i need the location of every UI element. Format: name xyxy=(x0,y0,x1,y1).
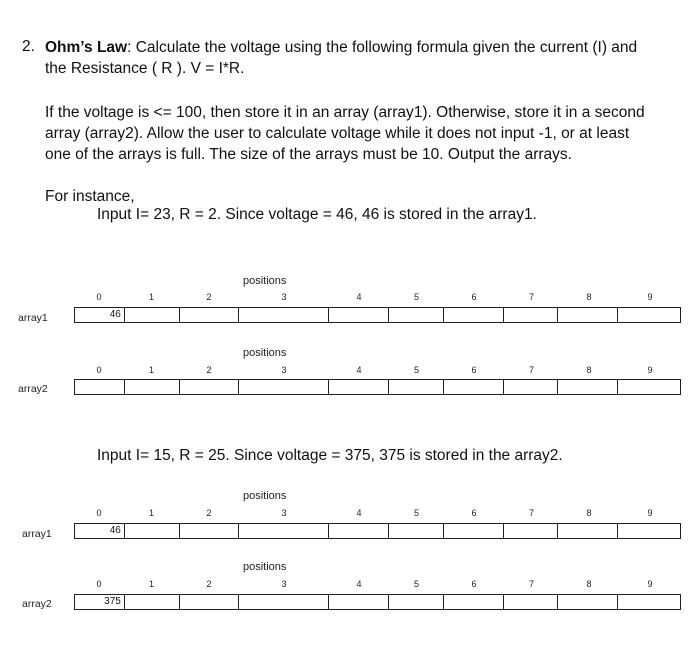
array-cell xyxy=(504,308,559,322)
array-cell xyxy=(125,595,180,609)
array-cell xyxy=(329,595,389,609)
position-index: 4 xyxy=(356,365,362,375)
position-index: 3 xyxy=(281,508,287,518)
array-cell xyxy=(75,524,125,538)
array-cell xyxy=(239,380,329,394)
position-index: 6 xyxy=(471,292,477,302)
for-instance-label: For instance, xyxy=(45,188,135,205)
array-cell xyxy=(329,380,389,394)
position-index: 1 xyxy=(148,292,155,302)
positions-label: positions xyxy=(243,490,287,502)
array1-label: array1 xyxy=(18,312,48,324)
array-figure-2 xyxy=(0,485,700,615)
array2-label: array2 xyxy=(22,598,52,610)
array-cell xyxy=(618,595,680,609)
array-cell xyxy=(239,595,329,609)
array-cell xyxy=(180,595,240,609)
position-index: 8 xyxy=(586,365,592,375)
question-intro-line1 xyxy=(45,38,637,58)
paragraph-line-3: one of the arrays is full. The size of the arrays must be 10. Output the arrays. xyxy=(45,146,572,163)
position-index: 0 xyxy=(96,365,102,375)
array-cell xyxy=(75,308,125,322)
array-cell xyxy=(444,380,504,394)
array-cell xyxy=(444,308,504,322)
array-cell xyxy=(558,595,618,609)
positions-label: positions xyxy=(243,275,287,287)
position-index: 7 xyxy=(528,365,535,375)
array-cell xyxy=(618,524,680,538)
position-index: 3 xyxy=(281,292,287,302)
position-index: 2 xyxy=(206,508,212,518)
example-1-text: Input I= 23, R = 2. Since voltage = 46, 46 is stored in the array1. xyxy=(97,206,537,223)
position-index: 0 xyxy=(96,292,102,302)
cell-value: 46 xyxy=(109,309,121,320)
position-index: 5 xyxy=(413,579,420,589)
position-index: 1 xyxy=(148,508,155,518)
position-index: 7 xyxy=(528,292,535,302)
position-index: 1 xyxy=(148,579,155,589)
array1-label: array1 xyxy=(22,528,52,540)
array-cell xyxy=(329,524,389,538)
position-index: 2 xyxy=(206,365,212,375)
position-index: 3 xyxy=(281,579,287,589)
array-cell xyxy=(125,380,180,394)
array2-cells xyxy=(74,594,681,610)
array-cell xyxy=(618,380,680,394)
position-index: 4 xyxy=(356,579,362,589)
array-cell xyxy=(389,595,444,609)
array-cell xyxy=(444,524,504,538)
array-cell xyxy=(239,524,329,538)
position-index: 3 xyxy=(281,365,287,375)
question-intro-rest: : Calculate the voltage using the following formula given the current (I) and xyxy=(127,39,638,56)
array-cell xyxy=(618,308,680,322)
positions-label: positions xyxy=(243,347,287,359)
position-index: 6 xyxy=(471,579,477,589)
array1-cells xyxy=(74,523,681,539)
position-index: 8 xyxy=(586,579,592,589)
position-index: 7 xyxy=(528,579,535,589)
position-index: 5 xyxy=(413,508,420,518)
array-cell xyxy=(329,308,389,322)
array-cell xyxy=(125,308,180,322)
array-cell xyxy=(239,308,329,322)
array-cell xyxy=(444,595,504,609)
example-2-text: Input I= 15, R = 25. Since voltage = 375, 375 is stored in the array2. xyxy=(97,447,563,464)
array-cell xyxy=(504,380,559,394)
position-index: 9 xyxy=(647,292,653,302)
position-index: 0 xyxy=(96,508,102,518)
position-index: 9 xyxy=(647,365,653,375)
array-cell xyxy=(180,380,240,394)
cell-value: 375 xyxy=(104,596,121,607)
array-cell xyxy=(180,524,240,538)
position-index: 6 xyxy=(471,365,477,375)
position-index: 1 xyxy=(148,365,155,375)
array-figure-1 xyxy=(0,270,700,400)
array-cell xyxy=(558,524,618,538)
array1-cells xyxy=(74,307,681,323)
array2-label: array2 xyxy=(18,383,48,395)
position-index: 5 xyxy=(413,292,420,302)
position-index: 9 xyxy=(647,579,653,589)
array-cell xyxy=(125,524,180,538)
array2-cells xyxy=(74,379,681,395)
array-cell xyxy=(558,308,618,322)
array-cell xyxy=(504,524,559,538)
array-cell xyxy=(180,308,240,322)
positions-label: positions xyxy=(243,561,287,573)
position-index: 8 xyxy=(586,508,592,518)
position-index: 4 xyxy=(356,508,362,518)
array-cell xyxy=(504,595,559,609)
position-index: 9 xyxy=(647,508,653,518)
position-index: 6 xyxy=(471,508,477,518)
position-index: 2 xyxy=(206,292,212,302)
position-index: 0 xyxy=(96,579,102,589)
position-index: 5 xyxy=(413,365,420,375)
position-index: 2 xyxy=(206,579,212,589)
array-cell xyxy=(389,308,444,322)
array-cell xyxy=(558,380,618,394)
position-index: 4 xyxy=(356,292,362,302)
array-cell xyxy=(75,595,125,609)
paragraph-line-2: array (array2). Allow the user to calculate voltage while it does not input -1, or at least xyxy=(45,125,630,142)
question-title: Ohm’s Law xyxy=(45,39,128,56)
question-number: 2. xyxy=(22,38,35,55)
paragraph-line-1: If the voltage is <= 100, then store it in an array (array1). Otherwise, store it in a second xyxy=(45,104,645,121)
array-cell xyxy=(389,380,444,394)
cell-value: 46 xyxy=(109,525,121,536)
position-index: 7 xyxy=(528,508,535,518)
question-intro-line2: the Resistance ( R ). V = I*R. xyxy=(45,60,245,77)
array-cell xyxy=(75,380,125,394)
array-cell xyxy=(389,524,444,538)
position-index: 8 xyxy=(586,292,592,302)
